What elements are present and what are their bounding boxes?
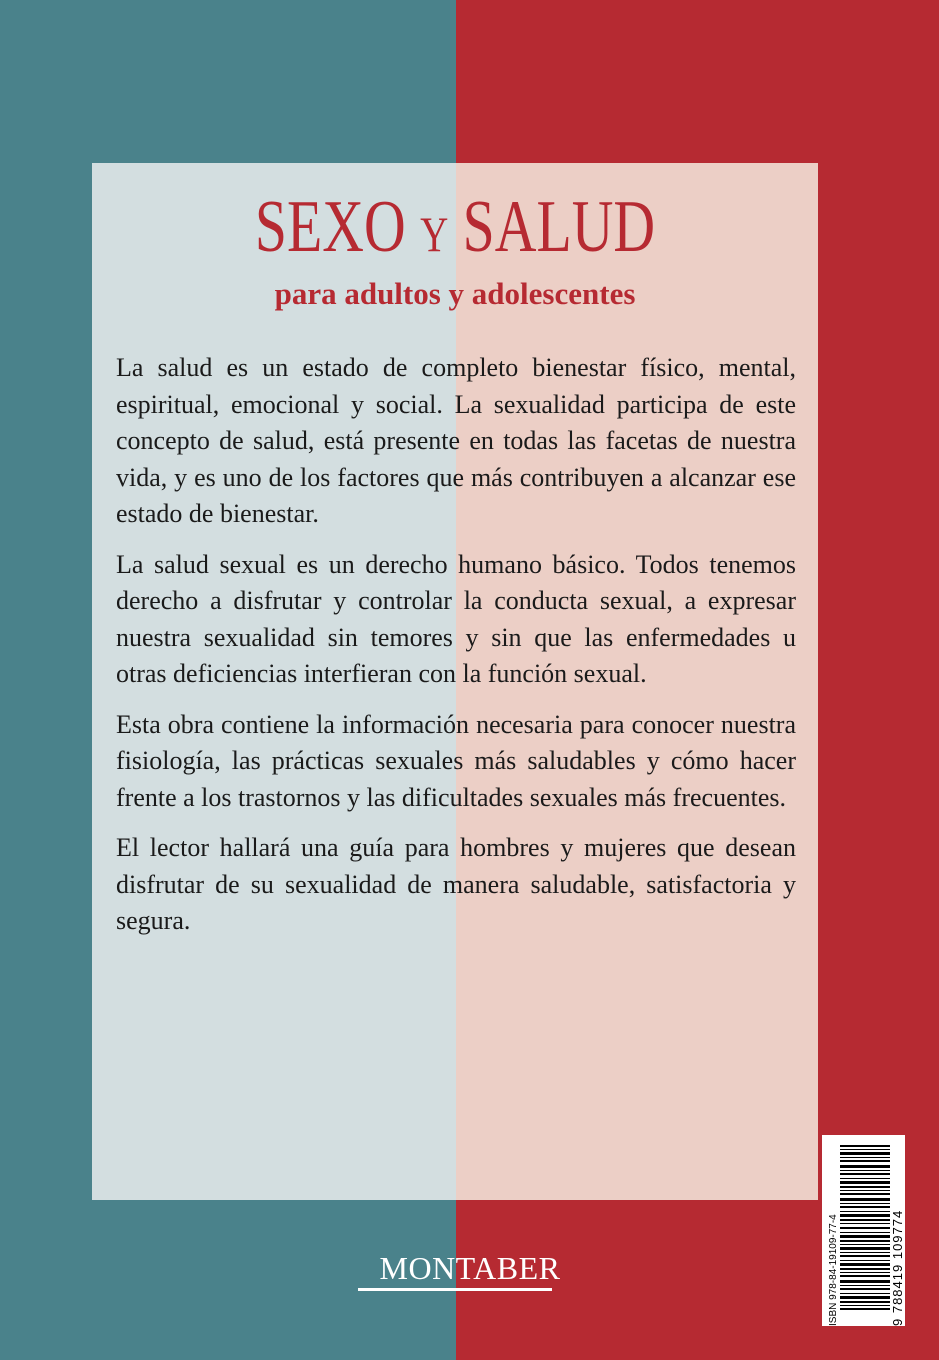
blurb-paragraph-4: El lector hallará una guía para hombres y mujeres que desean disfrutar de su sexualidad de manera saludable, satisfactoria y segura. — [116, 833, 796, 935]
title-word-2: SALUD — [462, 186, 656, 268]
blurb-paragraph-3: Esta obra contiene la información necesaria para conocer nuestra fisiología, las prácticas sexuales más saludables y cómo hacer frente a los trastornos y las dificultades sexuales más frecuentes. — [116, 709, 796, 812]
book-subtitle: para adultos y adolescentes — [274, 276, 636, 311]
publisher-name: MONTABER — [379, 1250, 561, 1286]
blurb-paragraph-2: La salud sexual es un derecho humano básico. Todos tenemos derecho a disfrutar y controlar la conducta sexual, a expresar nuestra sexualidad sin temores y sin que las enfermedades u otras deficiencias interfieran con la función sexual. — [116, 549, 796, 688]
isbn-label: ISBN 978-84-19109-77-4 — [828, 1214, 839, 1326]
book-title — [172, 185, 738, 276]
barcode-number: 9 788419 109774 — [890, 1209, 905, 1326]
title-conjunction: Y — [420, 206, 449, 262]
title-word-1: SEXO — [254, 186, 406, 268]
publisher-underline — [358, 1288, 552, 1291]
blurb-paragraph-1: La salud es un estado de completo bienestar físico, mental, espiritual, emocional y social. La sexualidad participa de este concepto de salud, está presente en todas las facetas de nuestra vida, y es uno de los factores que más contribuyen a alcanzar ese estado de bienestar. — [116, 353, 796, 528]
blurb — [116, 350, 796, 954]
